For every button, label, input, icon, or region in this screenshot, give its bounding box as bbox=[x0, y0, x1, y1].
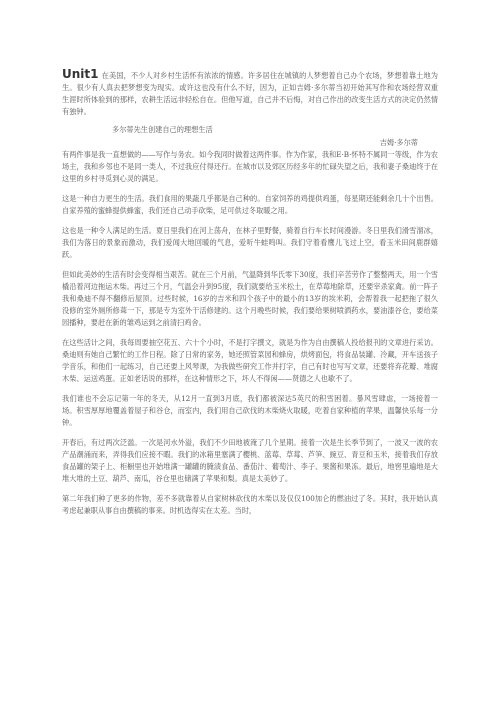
body-paragraph: 但如此美妙的生活有时会变得相当艰苦。就在三个月前，气温降到华氏零下30度，我们辛苦劳作了整整两天，用一个雪橇沿着河边拖运木柴。再过三个月，气温会升到95度，我们就要给玉米松土，在草莓地除草，还要宰杀家禽。前一阵子我和桑迪不得不翻修后屋顶。过些时候，16岁的吉米和四个孩子中的最小的13岁的埃米莉，会帮着我一起把拖了很久没修的室外厕所修葺一下，那是专为室外干活修建的。这个月晚些时候，我们要给果树喷洒药水，要油漆谷仓，要给菜园播种，要赶在新的雏鸡运到之前清扫鸡舍。 bbox=[62, 270, 438, 327]
document-body bbox=[62, 68, 438, 525]
article-author: 吉姆·多尔蒂 bbox=[379, 138, 418, 147]
body-paragraph: 这是一种自力更生的生活。我们食用的果蔬几乎都是自己种的。自家饲养的鸡提供鸡蛋，每星期还能剩余几十个出售。自家养殖的蜜蜂提供蜂蜜，我们还自己动手砍柴，足可供过冬取暖之用。 bbox=[62, 194, 438, 215]
body-paragraph: 有两件事是我一直想做的——写作与务农。如今我同时做着这两件事。作为作家，我和E·B·怀特不属同一等级，作为农场主，我和乡邻也不是同一类人，不过我应付得还行。在城市以及郊区历经多年的忙碌失望之后，我和妻子桑迪终于在这里的乡村寻觅到心灵的满足。 bbox=[62, 150, 438, 183]
body-paragraph: 在这些活计之间，我每周要抽空花五、六十个小时，不是打字撰文，就是为作为自由撰稿人投给报刊的文章进行采访。桑迪则有她自己繁忙的工作日程。除了日常的家务，她还照管菜园和蜂房，烘烤面包，将食品装罐、冷藏，开车送孩子学音乐，和他们一起练习，自己还要上风琴课，为我做些研究工作并打字，自己有时也写写文章，还要将弃花瓣、堆腐木柴、运送鸡蛋。正如老话说的那样，在这种情形之下，坏人不得闲——贤德之人也歇不了。 bbox=[62, 338, 438, 383]
body-paragraph: 开春后，有过两次泛滥。一次是河水外溢，我们不少田地被淹了几个星期。接着一次是生长季节到了，一波又一波的农产品潮涌而来，弄得我们应接不暇。我们的冰箱里塞满了樱桃、蓝莓、草莓、芦笋、豌豆、青豆和玉米，接着我们存放食品罐的架子上、柜橱里也开始堆满一罐罐的腌渍食品、番茄汁、葡萄汁、李子、果酱和果冻。最后，地窖里遍地是大堆大堆的土豆、葫芦、南瓜，谷仓里也储满了苹果和梨。真是太美妙了。 bbox=[62, 438, 438, 483]
intro-text: 在美国，不少人对乡村生活怀有浓浓的情感。许多居住在城镇的人梦想着自己办个农场，梦想着靠土地为生。很少有人真去把梦想变为现实。或许这也没有什么不好，因为，正如吉姆·多尔蒂当初开始其写作和农场经营双重生涯时所体验到的那样，农耕生活远非轻松自在。但他写道，自己并不后悔，对自己作出的改变生活方式的决定仍然情有独钟。 bbox=[62, 71, 438, 116]
unit-heading: Unit1 bbox=[62, 67, 99, 81]
body-paragraph: 我们谁也不会忘记第一年的冬天，从12月一直到3月底，我们都被深达5英尺的积雪困着。暴风雪肆虐，一场接着一场。积雪厚厚地覆盖着屋子和谷仓，而室内，我们用自己砍伐的木柴烧火取暖，吃着自家种植的苹果，温馨快乐每一分钟。 bbox=[62, 394, 438, 427]
article-title: 多尔蒂先生创建自己的理想生活 bbox=[112, 125, 213, 134]
body-paragraph: 第二年我们种了更多的作物，差不多就靠着从自家树林砍伐的木柴以及仅仅100加仑的燃油过了冬。其时，我开始认真考虑起兼职从事自由撰稿的事来。时机选得实在太差。当时， bbox=[62, 494, 438, 515]
body-paragraph: 这也是一种令人满足的生活。夏日里我们在河上荡舟，在林子里野餐，骑着自行车长时间漫游。冬日里我们滑雪溜冰，我们为落日的景象而激动，我们爱闻大地回暖的气息，爱听牛蛙鸣叫。我们守着看鹰儿飞过上空，看玉米田间鹿群嬉跃。 bbox=[62, 226, 438, 259]
intro-paragraph bbox=[62, 68, 438, 118]
